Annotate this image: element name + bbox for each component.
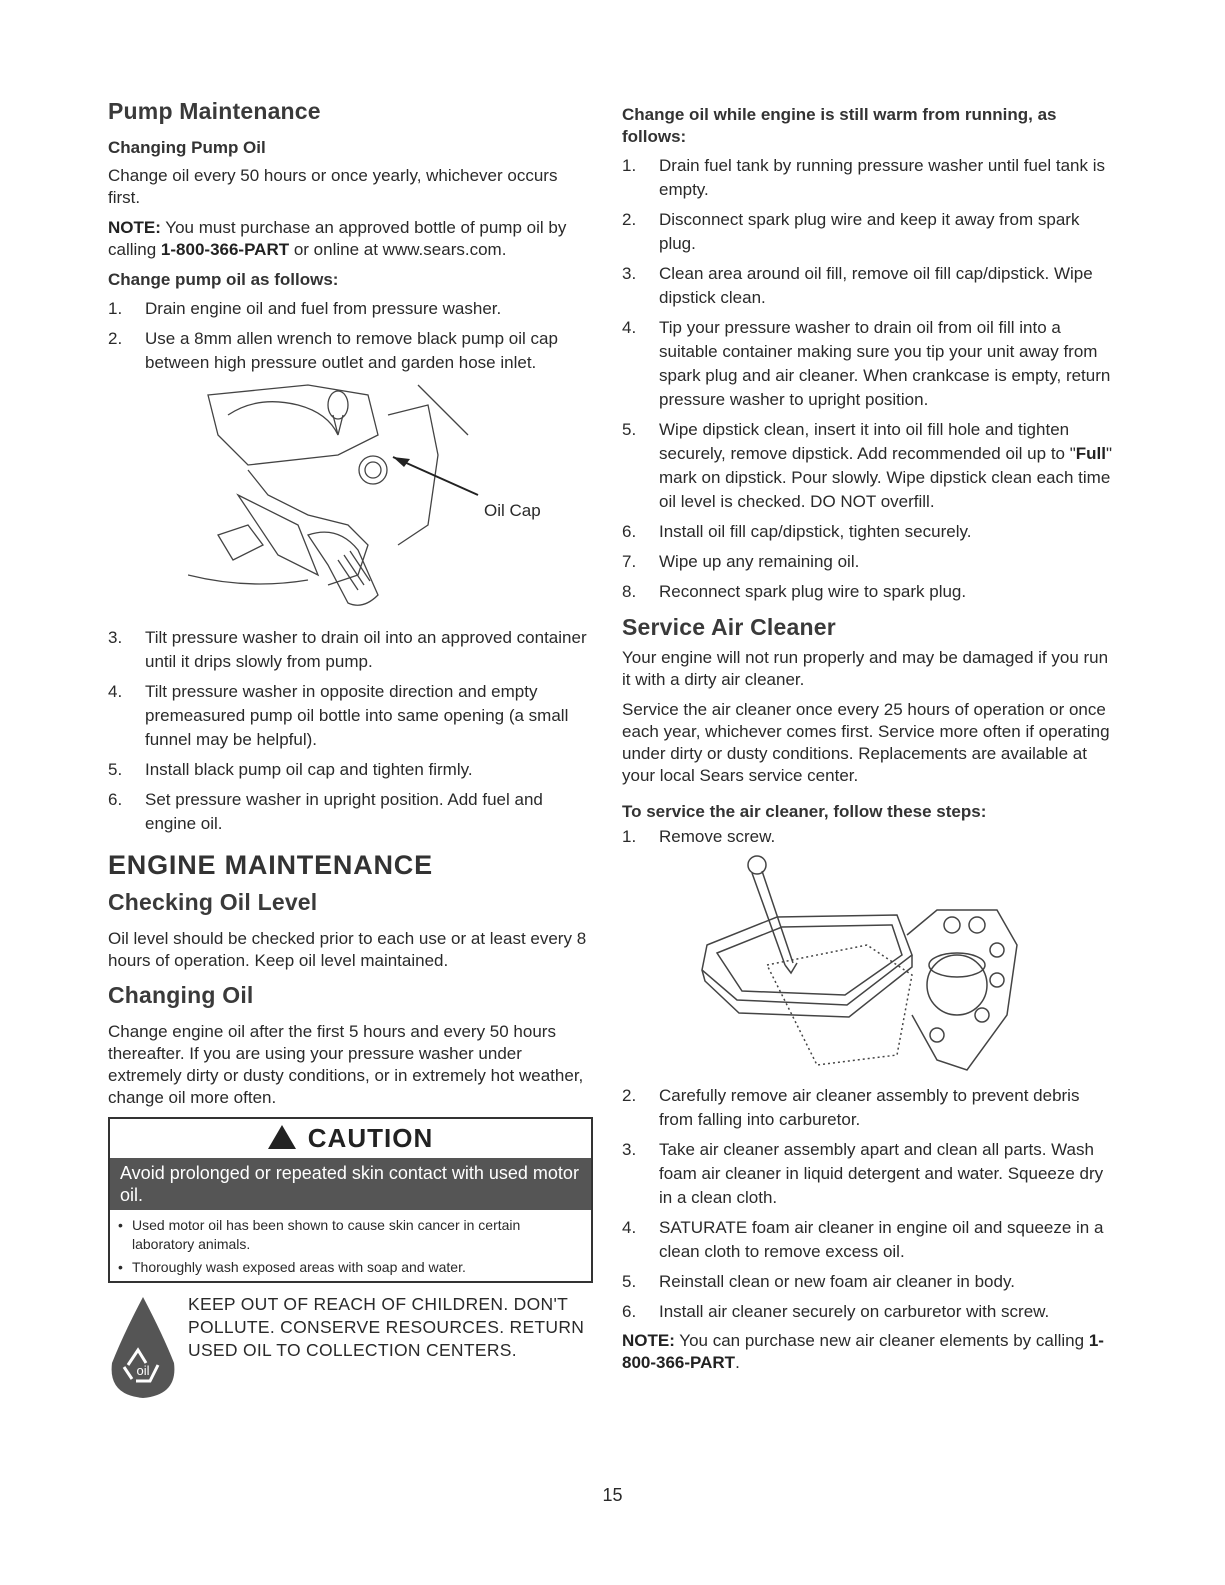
- step-number: 5.: [622, 420, 637, 439]
- step-text: Tilt pressure washer in opposite direction and empty premeasured pump oil bottle into same opening (a small funnel may be helpful).: [145, 682, 569, 749]
- recycle-logo-text: oil: [136, 1363, 150, 1378]
- step-text: Clean area around oil fill, remove oil fill cap/dipstick. Wipe dipstick clean.: [659, 264, 1093, 307]
- list-item: [622, 1270, 1112, 1294]
- step-number: 4.: [108, 682, 123, 701]
- step-number: 1.: [622, 156, 637, 175]
- step-text: Carefully remove air cleaner assembly to prevent debris from falling into carburetor.: [659, 1086, 1080, 1129]
- list-item: [622, 825, 1112, 849]
- step-number: 1.: [108, 299, 123, 318]
- caution-bullet-2: • Thoroughly wash exposed areas with soap and water.: [118, 1258, 583, 1277]
- caution-header: [110, 1119, 591, 1158]
- step-number: 5.: [108, 760, 123, 779]
- caution-bullets: [110, 1216, 591, 1277]
- step-number: 4.: [622, 1218, 637, 1237]
- oil-cap-label: Oil Cap: [484, 501, 541, 520]
- step-number: 6.: [108, 790, 123, 809]
- engine-oil-steps-list-a: [622, 154, 1112, 412]
- step-text: Drain engine oil and fuel from pressure washer.: [145, 299, 502, 318]
- step-text: Set pressure washer in upright position. Add fuel and engine oil.: [145, 790, 543, 833]
- note-phone: 1-800-366-PART: [622, 1331, 1104, 1372]
- note-text: You must purchase an approved bottle of pump oil by calling: [108, 218, 567, 259]
- note-tail: .: [735, 1353, 740, 1372]
- step5-full: Full: [1075, 444, 1106, 463]
- step-number: 2.: [622, 1086, 637, 1105]
- step-number: 2.: [108, 329, 123, 348]
- note-phone: 1-800-366-PART: [160, 240, 290, 259]
- air-cleaner-steps-list-b: [622, 1084, 1112, 1324]
- step-text: Reconnect spark plug wire to spark plug.: [659, 582, 967, 601]
- list-item: [108, 297, 593, 321]
- list-item: [108, 680, 593, 752]
- caution-warning-bar: Avoid prolonged or repeated skin contact with used motor oil.: [110, 1158, 591, 1210]
- step5-text-b: " mark on dipstick. Pour slowly. Wipe dipstick clean each time oil level is checked. DO NOT overfill.: [659, 444, 1113, 511]
- paragraph-air-note: [622, 1330, 1112, 1374]
- list-item: [622, 1216, 1112, 1264]
- step-text: Use a 8mm allen wrench to remove black pump oil cap between high pressure outlet and garden hose inlet.: [145, 329, 558, 372]
- step-text: Disconnect spark plug wire and keep it away from spark plug.: [659, 210, 1080, 253]
- list-item: [622, 418, 1112, 514]
- paragraph-air-cleaner-2: Service the air cleaner once every 25 hours of operation or once each year, whichever comes first. Service more often if operating under dirty or dusty conditions. Replacements are available at your local Sears service center.: [622, 700, 1110, 785]
- heading-changing-pump-oil: Changing Pump Oil: [108, 138, 266, 157]
- list-item: [622, 208, 1112, 256]
- step-text: SATURATE foam air cleaner in engine oil and squeeze in a clean cloth to remove excess oil.: [659, 1218, 1104, 1261]
- step-number: 2.: [622, 210, 637, 229]
- list-item: [108, 626, 593, 674]
- note-label: NOTE:: [108, 218, 161, 237]
- step-number: 6.: [622, 1302, 637, 1321]
- step-text: Tip your pressure washer to drain oil from oil fill into a suitable container making sure you tip your unit away from spark plug and air cleaner. When crankcase is empty, return pressure washer to upright position.: [659, 318, 1111, 409]
- step-text: Take air cleaner assembly apart and clean all parts. Wash foam air cleaner in liquid detergent and water. Squeeze dry in a clean cloth.: [659, 1140, 1104, 1207]
- step-text: Drain fuel tank by running pressure washer until fuel tank is empty.: [659, 156, 1106, 199]
- step-number: 7.: [622, 552, 637, 571]
- list-item: [622, 1138, 1112, 1210]
- list-item: [622, 550, 1112, 574]
- step-number: 6.: [622, 522, 637, 541]
- note-label: NOTE:: [622, 1331, 675, 1350]
- list-item: [622, 580, 1112, 604]
- heading-change-oil-warm: Change oil while engine is still warm from running, as follows:: [622, 105, 1057, 146]
- recycle-text: KEEP OUT OF REACH OF CHILDREN. DON'T POLLUTE. CONSERVE RESOURCES. RETURN USED OIL TO COLLECTION CENTERS.: [188, 1294, 585, 1360]
- heading-change-pump-oil-steps: Change pump oil as follows:: [108, 270, 339, 289]
- heading-to-service-air-cleaner: To service the air cleaner, follow these steps:: [622, 802, 987, 821]
- step-text: Install air cleaner securely on carburetor with screw.: [659, 1302, 1050, 1321]
- paragraph-pump-oil-interval: Change oil every 50 hours or once yearly, whichever occurs first.: [108, 166, 558, 207]
- list-item: [108, 758, 593, 782]
- paragraph-changing-oil: Change engine oil after the first 5 hours and every 50 hours thereafter. If you are using your pressure washer under extremely dirty or dusty conditions, or in extremely hot weather, change oil more often.: [108, 1022, 584, 1107]
- engine-oil-step-5: [622, 418, 1112, 514]
- list-item: [622, 262, 1112, 310]
- step-number: 1.: [622, 827, 637, 846]
- note-text: You can purchase new air cleaner elements by calling: [674, 1331, 1089, 1350]
- list-item: [108, 327, 593, 375]
- caution-box: [108, 1117, 593, 1283]
- step-text: Remove screw.: [659, 827, 776, 846]
- engine-oil-steps-list-b: [622, 520, 1112, 604]
- step-number: 4.: [622, 318, 637, 337]
- page-number: 15: [602, 1485, 623, 1505]
- pump-illustration: [188, 375, 488, 620]
- step-text: Tilt pressure washer to drain oil into an approved container until it drips slowly from pump.: [145, 628, 587, 671]
- recycle-notice: [108, 1293, 593, 1403]
- recycle-oil-drop-icon: [108, 1295, 178, 1400]
- list-item: [108, 788, 593, 836]
- paragraph-pump-note: [108, 217, 593, 261]
- step-number: 3.: [622, 1140, 637, 1159]
- step-text: Install oil fill cap/dipstick, tighten securely.: [659, 522, 972, 541]
- pump-oil-cap-figure: [108, 375, 593, 620]
- air-cleaner-steps-list-a: [622, 825, 1112, 849]
- caution-bullet-1: • Used motor oil has been shown to cause skin cancer in certain laboratory animals.: [118, 1216, 583, 1254]
- left-column: [108, 98, 593, 1403]
- heading-changing-oil: Changing Oil: [108, 982, 254, 1008]
- list-item: [622, 316, 1112, 412]
- right-column: [622, 104, 1112, 1382]
- list-item: [622, 1300, 1112, 1324]
- list-item: [622, 154, 1112, 202]
- step-number: 3.: [108, 628, 123, 647]
- heading-engine-maintenance: ENGINE MAINTENANCE: [108, 850, 433, 880]
- step-text: Install black pump oil cap and tighten firmly.: [145, 760, 473, 779]
- step5-text-a: Wipe dipstick clean, insert it into oil fill hole and tighten securely, remove dipstick. Add recommended oil up to ": [659, 420, 1076, 463]
- caution-title: CAUTION: [307, 1123, 434, 1153]
- pump-steps-list-a: [108, 297, 593, 375]
- paragraph-air-cleaner-1: Your engine will not run properly and may be damaged if you run it with a dirty air cleaner.: [622, 648, 1109, 689]
- warning-triangle-icon: [268, 1125, 296, 1149]
- step-number: 3.: [622, 264, 637, 283]
- heading-pump-maintenance: Pump Maintenance: [108, 98, 321, 124]
- paragraph-checking-oil: Oil level should be checked prior to each use or at least every 8 hours of operation. Keep oil level maintained.: [108, 929, 587, 970]
- step-text: Wipe up any remaining oil.: [659, 552, 860, 571]
- step-number: 5.: [622, 1272, 637, 1291]
- note-tail: or online at www.sears.com.: [289, 240, 507, 259]
- list-item: [622, 1084, 1112, 1132]
- air-cleaner-illustration: [697, 855, 1027, 1080]
- air-cleaner-figure: [622, 855, 1112, 1080]
- step-text: Reinstall clean or new foam air cleaner in body.: [659, 1272, 1015, 1291]
- step-number: 8.: [622, 582, 637, 601]
- pump-steps-list-b: [108, 626, 593, 836]
- heading-service-air-cleaner: Service Air Cleaner: [622, 614, 836, 640]
- heading-checking-oil-level: Checking Oil Level: [108, 889, 318, 915]
- list-item: [622, 520, 1112, 544]
